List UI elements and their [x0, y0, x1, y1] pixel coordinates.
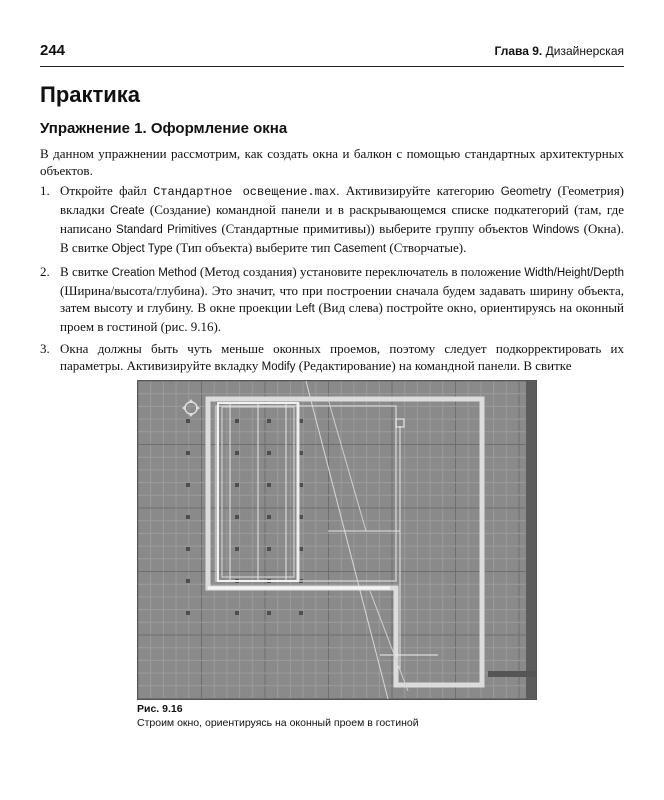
step-term: Width/Height/Depth	[524, 267, 624, 279]
window-object	[218, 403, 298, 581]
grid-marker	[267, 451, 271, 455]
step-term: Left	[295, 303, 315, 315]
step-text: Откройте файл	[60, 183, 154, 198]
grid-marker	[299, 547, 303, 551]
grid-marker	[235, 547, 239, 551]
figure-viewport-screenshot	[137, 380, 537, 700]
steps-list	[40, 182, 624, 381]
intro-paragraph: В данном упражнении рассмотрим, как создать окна и балкон с помощью стандартных архитектурных объектов.	[40, 146, 624, 178]
grid-marker	[267, 547, 271, 551]
grid-marker	[235, 611, 239, 615]
step-text: (Тип объекта) выберите тип	[172, 240, 334, 255]
grid-marker	[186, 451, 190, 455]
step-text: Окна должны быть чуть меньше оконных проемов, поэтому следует подкорректировать их параметры. Активизируйте вкладку	[60, 341, 624, 373]
step-text: (Вид слева) постройте окно, ориентируясь на оконный проем в гостиной (рис. 9.16).	[60, 300, 625, 334]
step-term: Creation Method	[111, 267, 197, 279]
step-text: (Редактирование) на командной панели. В свитке	[295, 358, 572, 373]
viewport-edge	[526, 381, 536, 699]
grid-marker	[186, 611, 190, 615]
grid-marker	[267, 483, 271, 487]
step-text: (Окна). В свитке	[60, 221, 624, 255]
grid-marker	[235, 451, 239, 455]
exercise-title: Упражнение 1. Оформление окна	[40, 120, 288, 137]
figure-caption-text: Строим окно, ориентируясь на оконный проем в гостиной	[137, 717, 419, 729]
step-text: (Створчатые).	[386, 240, 467, 255]
grid-marker	[267, 515, 271, 519]
step-text: . Активизируйте категорию	[336, 183, 501, 198]
step-number: 2.	[40, 264, 50, 279]
grid-marker	[267, 419, 271, 423]
step-term: Standard Primitives	[116, 224, 217, 236]
step-text: (Стандартные примитивы)) выберите группу объектов	[216, 221, 533, 236]
step-term: Casement	[333, 243, 387, 255]
step-number: 1.	[40, 183, 50, 198]
figure-caption	[137, 702, 419, 730]
grid-marker	[299, 419, 303, 423]
grid-marker	[235, 483, 239, 487]
grid-marker	[186, 515, 190, 519]
grid-marker	[186, 419, 190, 423]
step-term: Object Type	[111, 243, 173, 255]
grid-marker	[267, 611, 271, 615]
figure-label: Рис. 9.16	[137, 703, 183, 715]
chapter-heading	[495, 44, 624, 58]
page-header	[40, 40, 624, 67]
step-text: (Ширина/высота/глубина). Это значит, что при построении сначала будем задавать ширину объекта, затем высоту и глубину. В окне проекции	[60, 283, 624, 315]
step-item	[40, 340, 624, 376]
viewport-drawing	[138, 381, 536, 699]
grid-marker	[235, 515, 239, 519]
grid-marker	[299, 483, 303, 487]
step-text: (Геометрия) вкладки	[60, 183, 625, 217]
grid-marker	[186, 483, 190, 487]
grid-marker	[299, 611, 303, 615]
step-term: Windows	[532, 224, 580, 236]
page-number: 244	[40, 42, 66, 59]
step-term: Стандартное освещение.max	[153, 185, 337, 199]
step-term: Geometry	[500, 186, 552, 198]
step-text: В свитке	[60, 264, 112, 279]
chapter-label: Глава 9.	[494, 44, 543, 58]
grid-marker	[299, 515, 303, 519]
viewport-edge-bottom	[488, 671, 536, 677]
grid-marker	[186, 547, 190, 551]
section-title: Практика	[40, 82, 141, 107]
step-text: (Метод создания) установите переключатель в положение	[196, 264, 525, 279]
grid-marker	[299, 451, 303, 455]
chapter-title: Дизайнерская	[545, 44, 624, 58]
step-number: 3.	[40, 341, 50, 356]
step-term: Create	[109, 205, 145, 217]
step-item	[40, 263, 624, 335]
step-item	[40, 182, 624, 258]
step-term: Modify	[261, 361, 296, 373]
grid-marker	[235, 419, 239, 423]
grid-marker	[186, 579, 190, 583]
step-text: (Создание) командной панели и в раскрывающемся списке подкатегорий (там, где написано	[60, 202, 624, 236]
